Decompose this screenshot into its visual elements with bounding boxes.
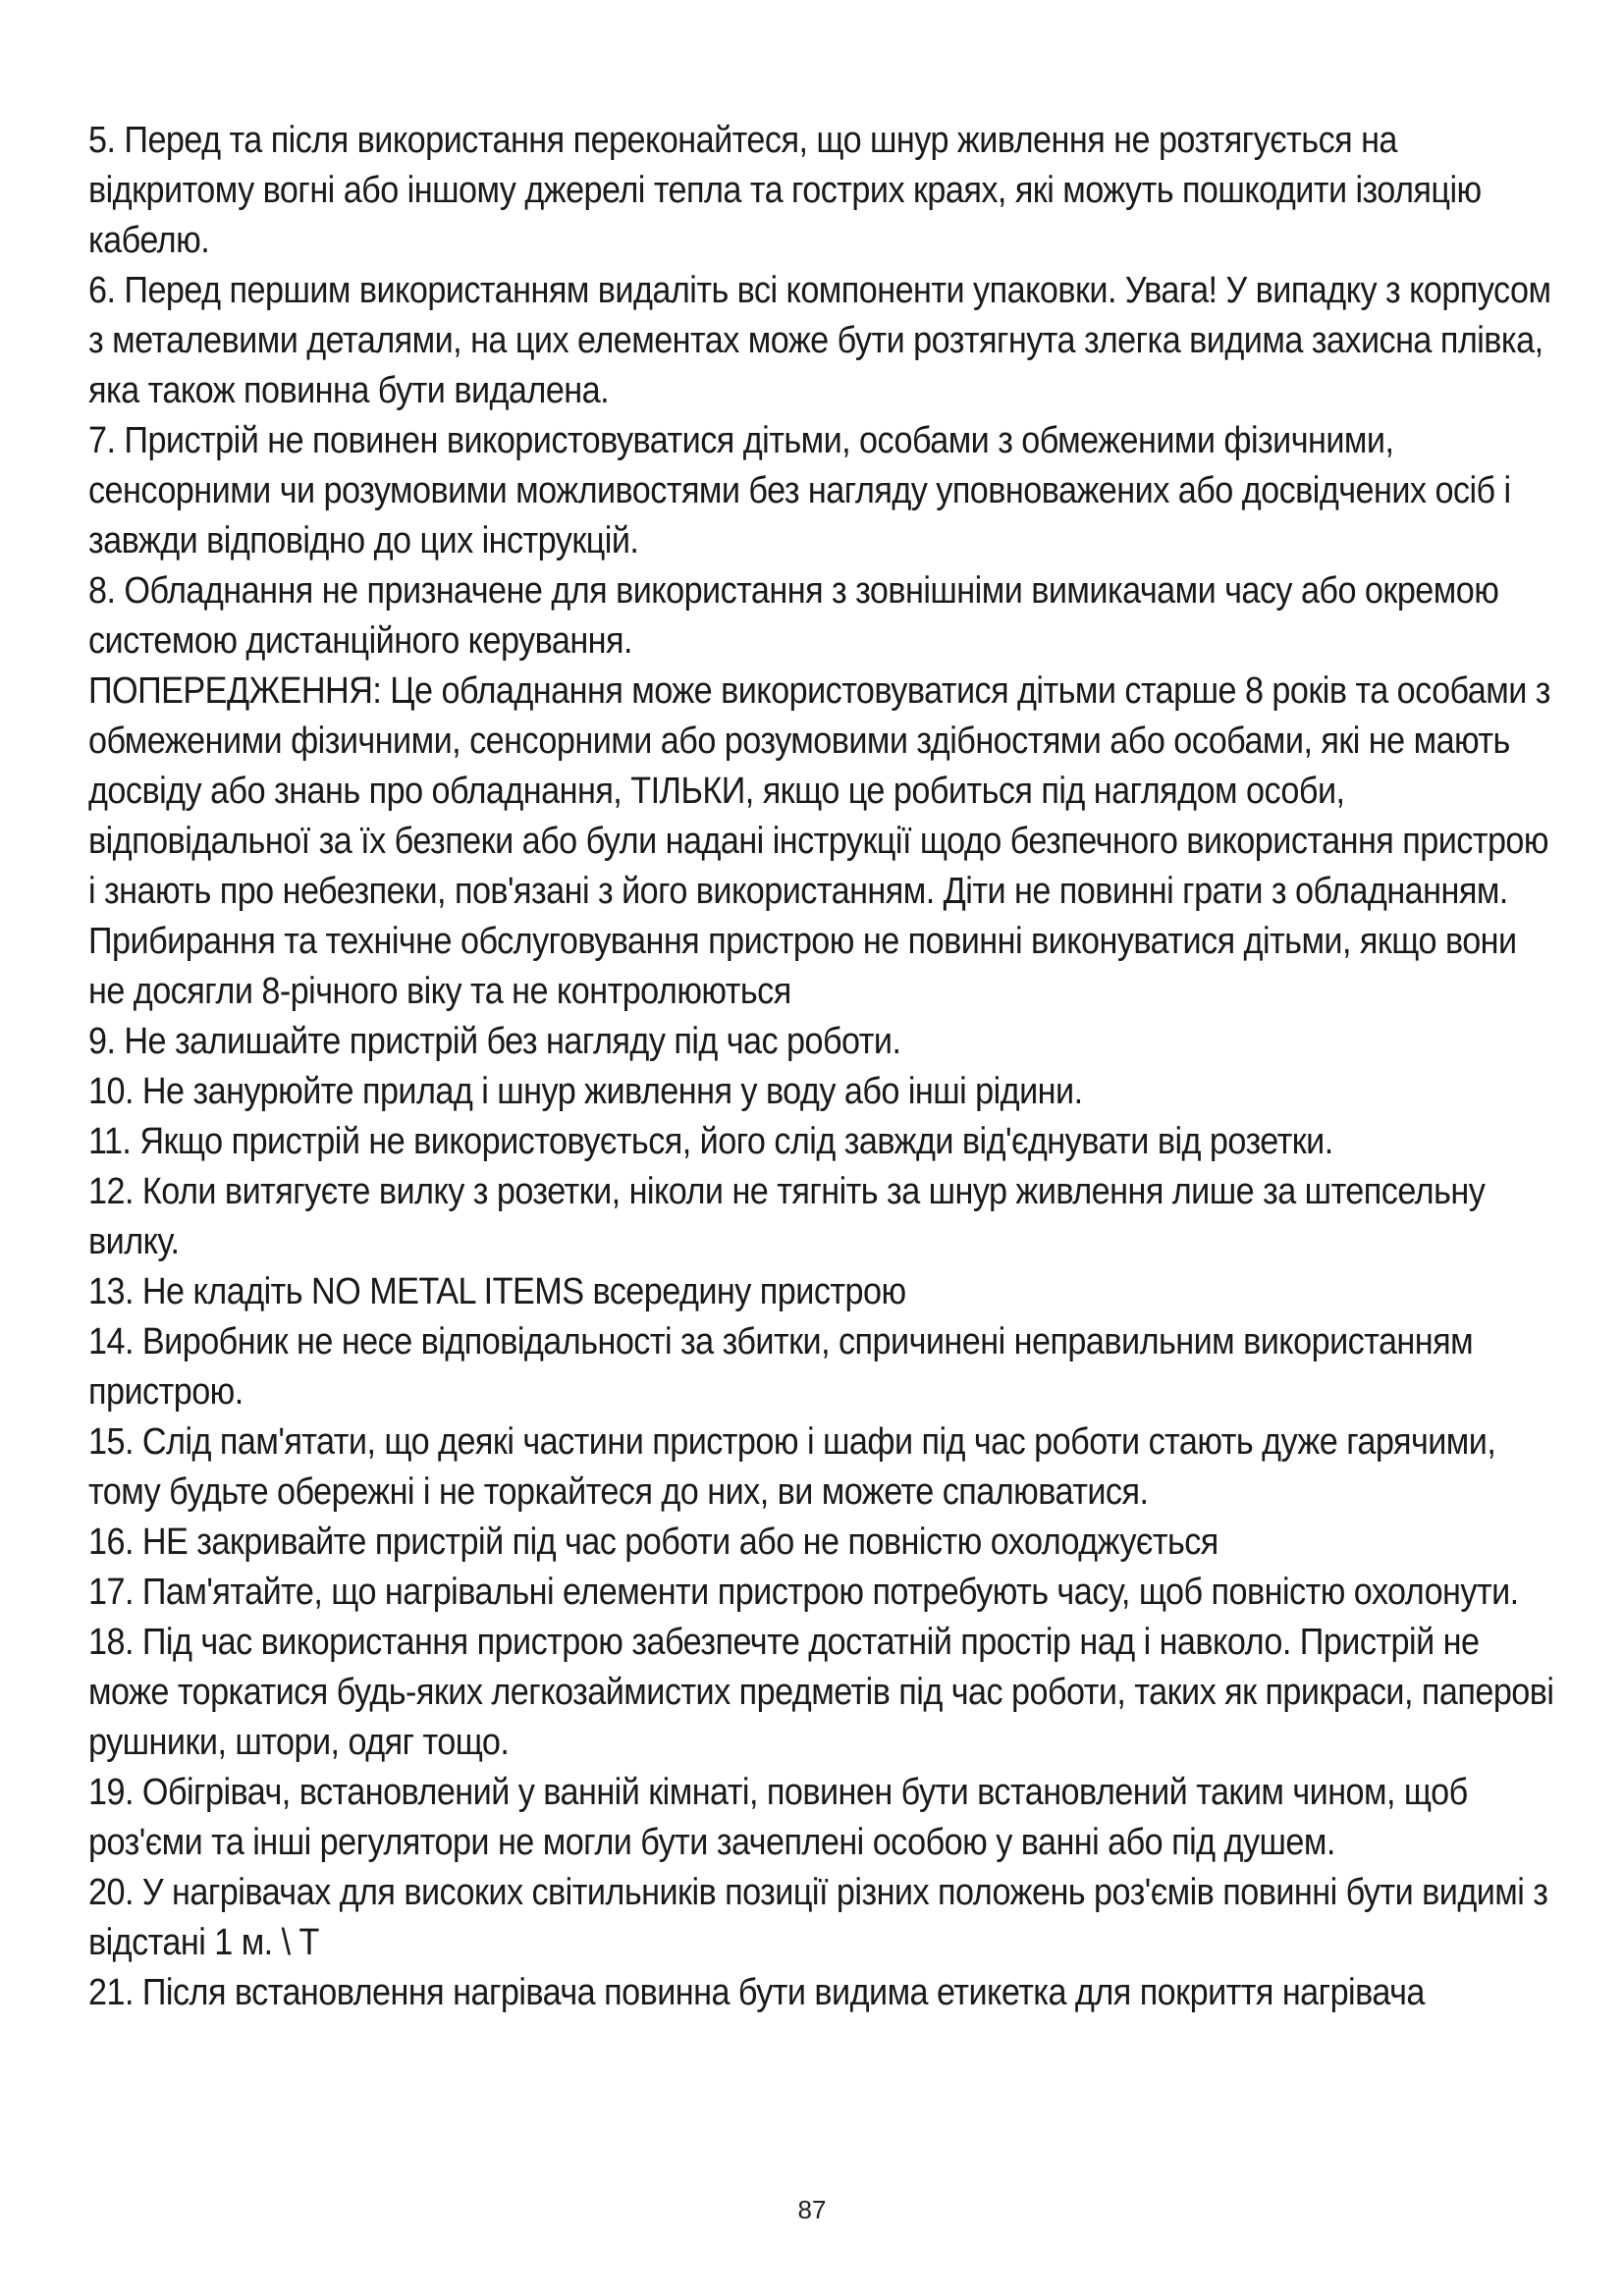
page-number: 87 xyxy=(797,2195,827,2224)
paragraph-item-19: 19. Обігрівач, встановлений у ванній кімнаті, повинен бути встановлений таким чином, щоб роз'єми та інші регулятори не могли бути зачеплені особою у ванні або під душем. xyxy=(88,1772,1468,1863)
paragraph-warning: ПОПЕРЕДЖЕННЯ: Це обладнання може використовуватися дітьми старше 8 років та особами з обмеженими фізичними, сенсорними або розумовими здібностями або особами, які не мають досвіду або знань про обладнання, ТІЛЬКИ, якщо це робиться під наглядом особи, відповідальної за їх безпеки або були надані інструкції щодо безпечного використання пристрою і знають про небезпеки, пов'язані з його використанням. Діти не повинні грати з обладнанням. Прибирання та технічне обслуговування пристрою не повинні виконуватися дітьми, якщо вони не досягли 8-річного віку та не контролюються xyxy=(88,670,1550,1012)
paragraph-item-8: 8. Обладнання не призначене для використання з зовнішніми вимикачами часу або окремою системою дистанційного керування. xyxy=(88,570,1499,662)
paragraph-item-9: 9. Не залишайте пристрій без нагляду під час роботи. xyxy=(88,1021,901,1062)
paragraph-item-18: 18. Під час використання пристрою забезпечте достатній простір над і навколо. Пристрій не може торкатися будь-яких легкозаймистих предметів під час роботи, таких як прикраси, паперові рушники, штори, одяг тощо. xyxy=(88,1622,1554,1763)
paragraph-item-6: 6. Перед першим використанням видаліть всі компоненти упаковки. Увага! У випадку з корпусом з металевими деталями, на цих елементах може бути розтягнута злегка видима захисна плівка, яка також повинна бути видалена. xyxy=(88,270,1551,411)
paragraph-item-17: 17. Пам'ятайте, що нагрівальні елементи пристрою потребують часу, щоб повністю охолонути. xyxy=(88,1572,1519,1613)
paragraph-item-12: 12. Коли витягуєте вилку з розетки, ніколи не тягніть за шнур живлення лише за штепсельну вилку. xyxy=(88,1171,1486,1262)
paragraph-item-15: 15. Слід пам'ятати, що деякі частини пристрою і шафи під час роботи стають дуже гарячими, тому будьте обережні і не торкайтеся до них, ви можете спалюватися. xyxy=(88,1421,1496,1513)
paragraph-item-21: 21. Після встановлення нагрівача повинна бути видима етикетка для покриття нагрівача xyxy=(88,1972,1425,2013)
paragraph-item-13: 13. Не кладіть NO METAL ITEMS всередину пристрою xyxy=(88,1271,906,1312)
paragraph-item-10: 10. Не занурюйте прилад і шнур живлення у воду або інші рідини. xyxy=(88,1071,1083,1112)
paragraph-item-5: 5. Перед та після використання переконайтеся, що шнур живлення не розтягується на відкритому вогні або іншому джерелі тепла та гострих краях, які можуть пошкодити ізоляцію кабелю. xyxy=(88,120,1482,261)
paragraph-item-16: 16. НЕ закривайте пристрій під час роботи або не повністю охолоджується xyxy=(88,1522,1218,1563)
paragraph-item-11: 11. Якщо пристрій не використовується, його слід завжди від'єднувати від розетки. xyxy=(88,1121,1333,1162)
paragraph-item-14: 14. Виробник не несе відповідальності за збитки, спричинені неправильним використанням пристрою. xyxy=(88,1321,1474,1413)
paragraph-item-7: 7. Пристрій не повинен використовуватися дітьми, особами з обмеженими фізичними, сенсорними чи розумовими можливостями без нагляду уповноважених або досвідчених осіб і завжди відповідно до цих інструкцій. xyxy=(88,420,1511,561)
document-body xyxy=(88,116,1561,2018)
paragraph-item-20: 20. У нагрівачах для високих світильників позиції різних положень роз'ємів повинні бути видимі з відстані 1 м. \ Т xyxy=(88,1872,1548,1963)
